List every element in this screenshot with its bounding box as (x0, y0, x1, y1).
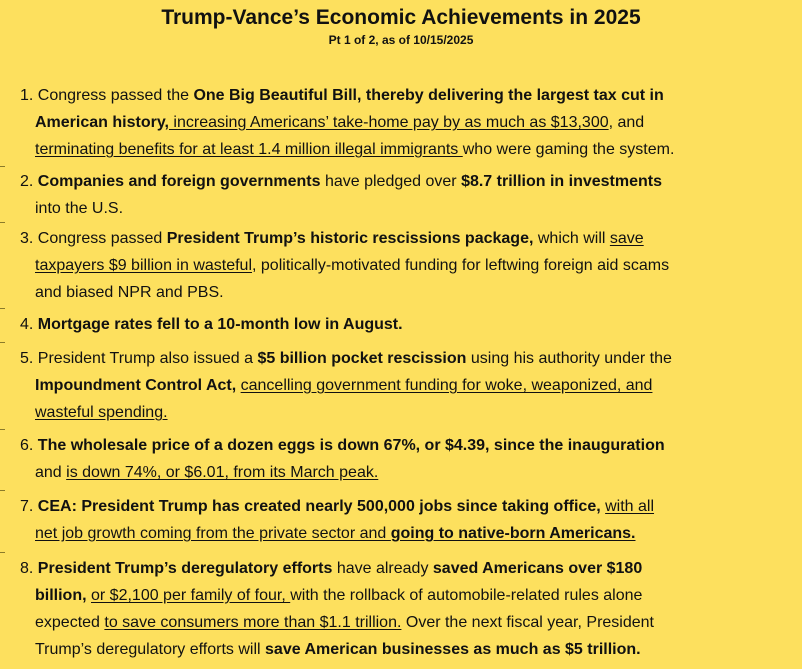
plain-text: who were gaming the system. (462, 141, 675, 158)
item-text-line (0, 555, 802, 582)
bold-text: American history, (35, 114, 169, 131)
item-number: 1. (20, 87, 34, 104)
item-text-line (0, 109, 802, 136)
list-item (0, 168, 802, 222)
item-text-line (0, 520, 802, 547)
list-item (0, 311, 802, 338)
item-separator-tick (0, 490, 5, 491)
list-item (0, 82, 802, 163)
underlined-text: terminating benefits for at least 1.4 million illegal immigrants (35, 141, 463, 158)
item-text-line (0, 609, 802, 636)
item-text-line (0, 399, 802, 426)
plain-text: have already (332, 560, 433, 577)
plain-text: and biased NPR and PBS. (35, 284, 224, 301)
item-text-line (0, 168, 802, 195)
document-title: Trump-Vance’s Economic Achievements in 2025 (161, 6, 641, 29)
item-text-line (0, 582, 802, 609)
bold-text: President Trump’s deregulatory efforts (37, 560, 333, 577)
bold-text: saved Americans over $180 (432, 560, 643, 577)
bold-text: The wholesale price of a dozen eggs is down 67%, or $4.39, since the inauguration (37, 437, 665, 454)
plain-text: have pledged over (320, 173, 462, 190)
bold-text: billion, (35, 587, 87, 604)
plain-text: using his authority under the (466, 350, 672, 367)
underlined-text: is down 74%, or $6.01, from its March peak. (66, 464, 379, 481)
item-separator-tick (0, 429, 5, 430)
list-item (0, 225, 802, 306)
item-number: 7. (20, 498, 34, 515)
bold-text: President Trump’s historic rescissions package, (166, 230, 534, 247)
underlined-text: net job growth coming from the private sector and (35, 525, 391, 542)
item-separator-tick (0, 308, 5, 309)
plain-text: President Trump also issued a (33, 350, 258, 367)
item-separator-tick (0, 552, 5, 553)
item-separator-tick (0, 166, 5, 167)
underlined-text: cancelling government funding for woke, weaponized, and (240, 377, 653, 394)
bold-text: $8.7 trillion in investments (461, 173, 663, 190)
bold-underlined-text: going to native-born Americans. (390, 525, 636, 542)
item-text-line (0, 493, 802, 520)
list-item (0, 432, 802, 486)
item-text-line (0, 372, 802, 399)
item-text-line (0, 636, 802, 663)
bold-text: One Big Beautiful Bill, thereby delivering the largest tax cut in (193, 87, 664, 104)
plain-text: , and (608, 114, 645, 131)
item-text-line (0, 345, 802, 372)
document-subtitle: Pt 1 of 2, as of 10/15/2025 (328, 33, 474, 47)
item-text-line (0, 225, 802, 252)
plain-text: , politically-motivated funding for leftwing foreign aid scams (252, 257, 670, 274)
plain-text: Trump’s deregulatory efforts will (35, 641, 266, 658)
plain-text: with the rollback of automobile-related rules alone (290, 587, 643, 604)
plain-text: expected (35, 614, 105, 631)
plain-text: Over the next fiscal year, President (401, 614, 654, 631)
bold-text: $5 billion pocket rescission (257, 350, 467, 367)
bold-text: CEA: President Trump has created nearly 500,000 jobs since taking office, (37, 498, 601, 515)
item-text-line (0, 432, 802, 459)
plain-text: which will (533, 230, 610, 247)
item-separator-tick (0, 222, 5, 223)
item-number: 8. (20, 560, 34, 577)
underlined-text: save (609, 230, 644, 247)
underlined-text: with all (605, 498, 655, 515)
item-number: 4. (20, 316, 34, 333)
item-separator-tick (0, 342, 5, 343)
item-text-line (0, 279, 802, 306)
underlined-text: taxpayers $9 billion in wasteful (35, 257, 253, 274)
list-item (0, 345, 802, 426)
item-text-line (0, 195, 802, 222)
item-number: 5. (20, 350, 34, 367)
plain-text: and (35, 464, 67, 481)
plain-text: Congress passed the (33, 87, 194, 104)
bold-text: Impoundment Control Act, (35, 377, 237, 394)
underlined-text: or $2,100 per family of four, (91, 587, 291, 604)
underlined-text: increasing Americans’ take-home pay by as much as $13,300 (168, 114, 609, 131)
bold-text: Mortgage rates fell to a 10-month low in August. (37, 316, 403, 333)
bold-text: save American businesses as much as $5 trillion. (265, 641, 641, 658)
bold-text: Companies and foreign governments (37, 173, 321, 190)
item-text-line (0, 136, 802, 163)
item-text-line (0, 459, 802, 486)
plain-text: into the U.S. (35, 200, 124, 217)
underlined-text: wasteful spending. (35, 404, 168, 421)
item-number: 6. (20, 437, 34, 454)
list-item (0, 555, 802, 663)
item-number: 2. (20, 173, 34, 190)
list-item (0, 493, 802, 547)
item-number: 3. (20, 230, 34, 247)
item-text-line (0, 311, 802, 338)
item-text-line (0, 82, 802, 109)
plain-text: Congress passed (33, 230, 167, 247)
underlined-text: to save consumers more than $1.1 trillion. (104, 614, 402, 631)
item-text-line (0, 252, 802, 279)
